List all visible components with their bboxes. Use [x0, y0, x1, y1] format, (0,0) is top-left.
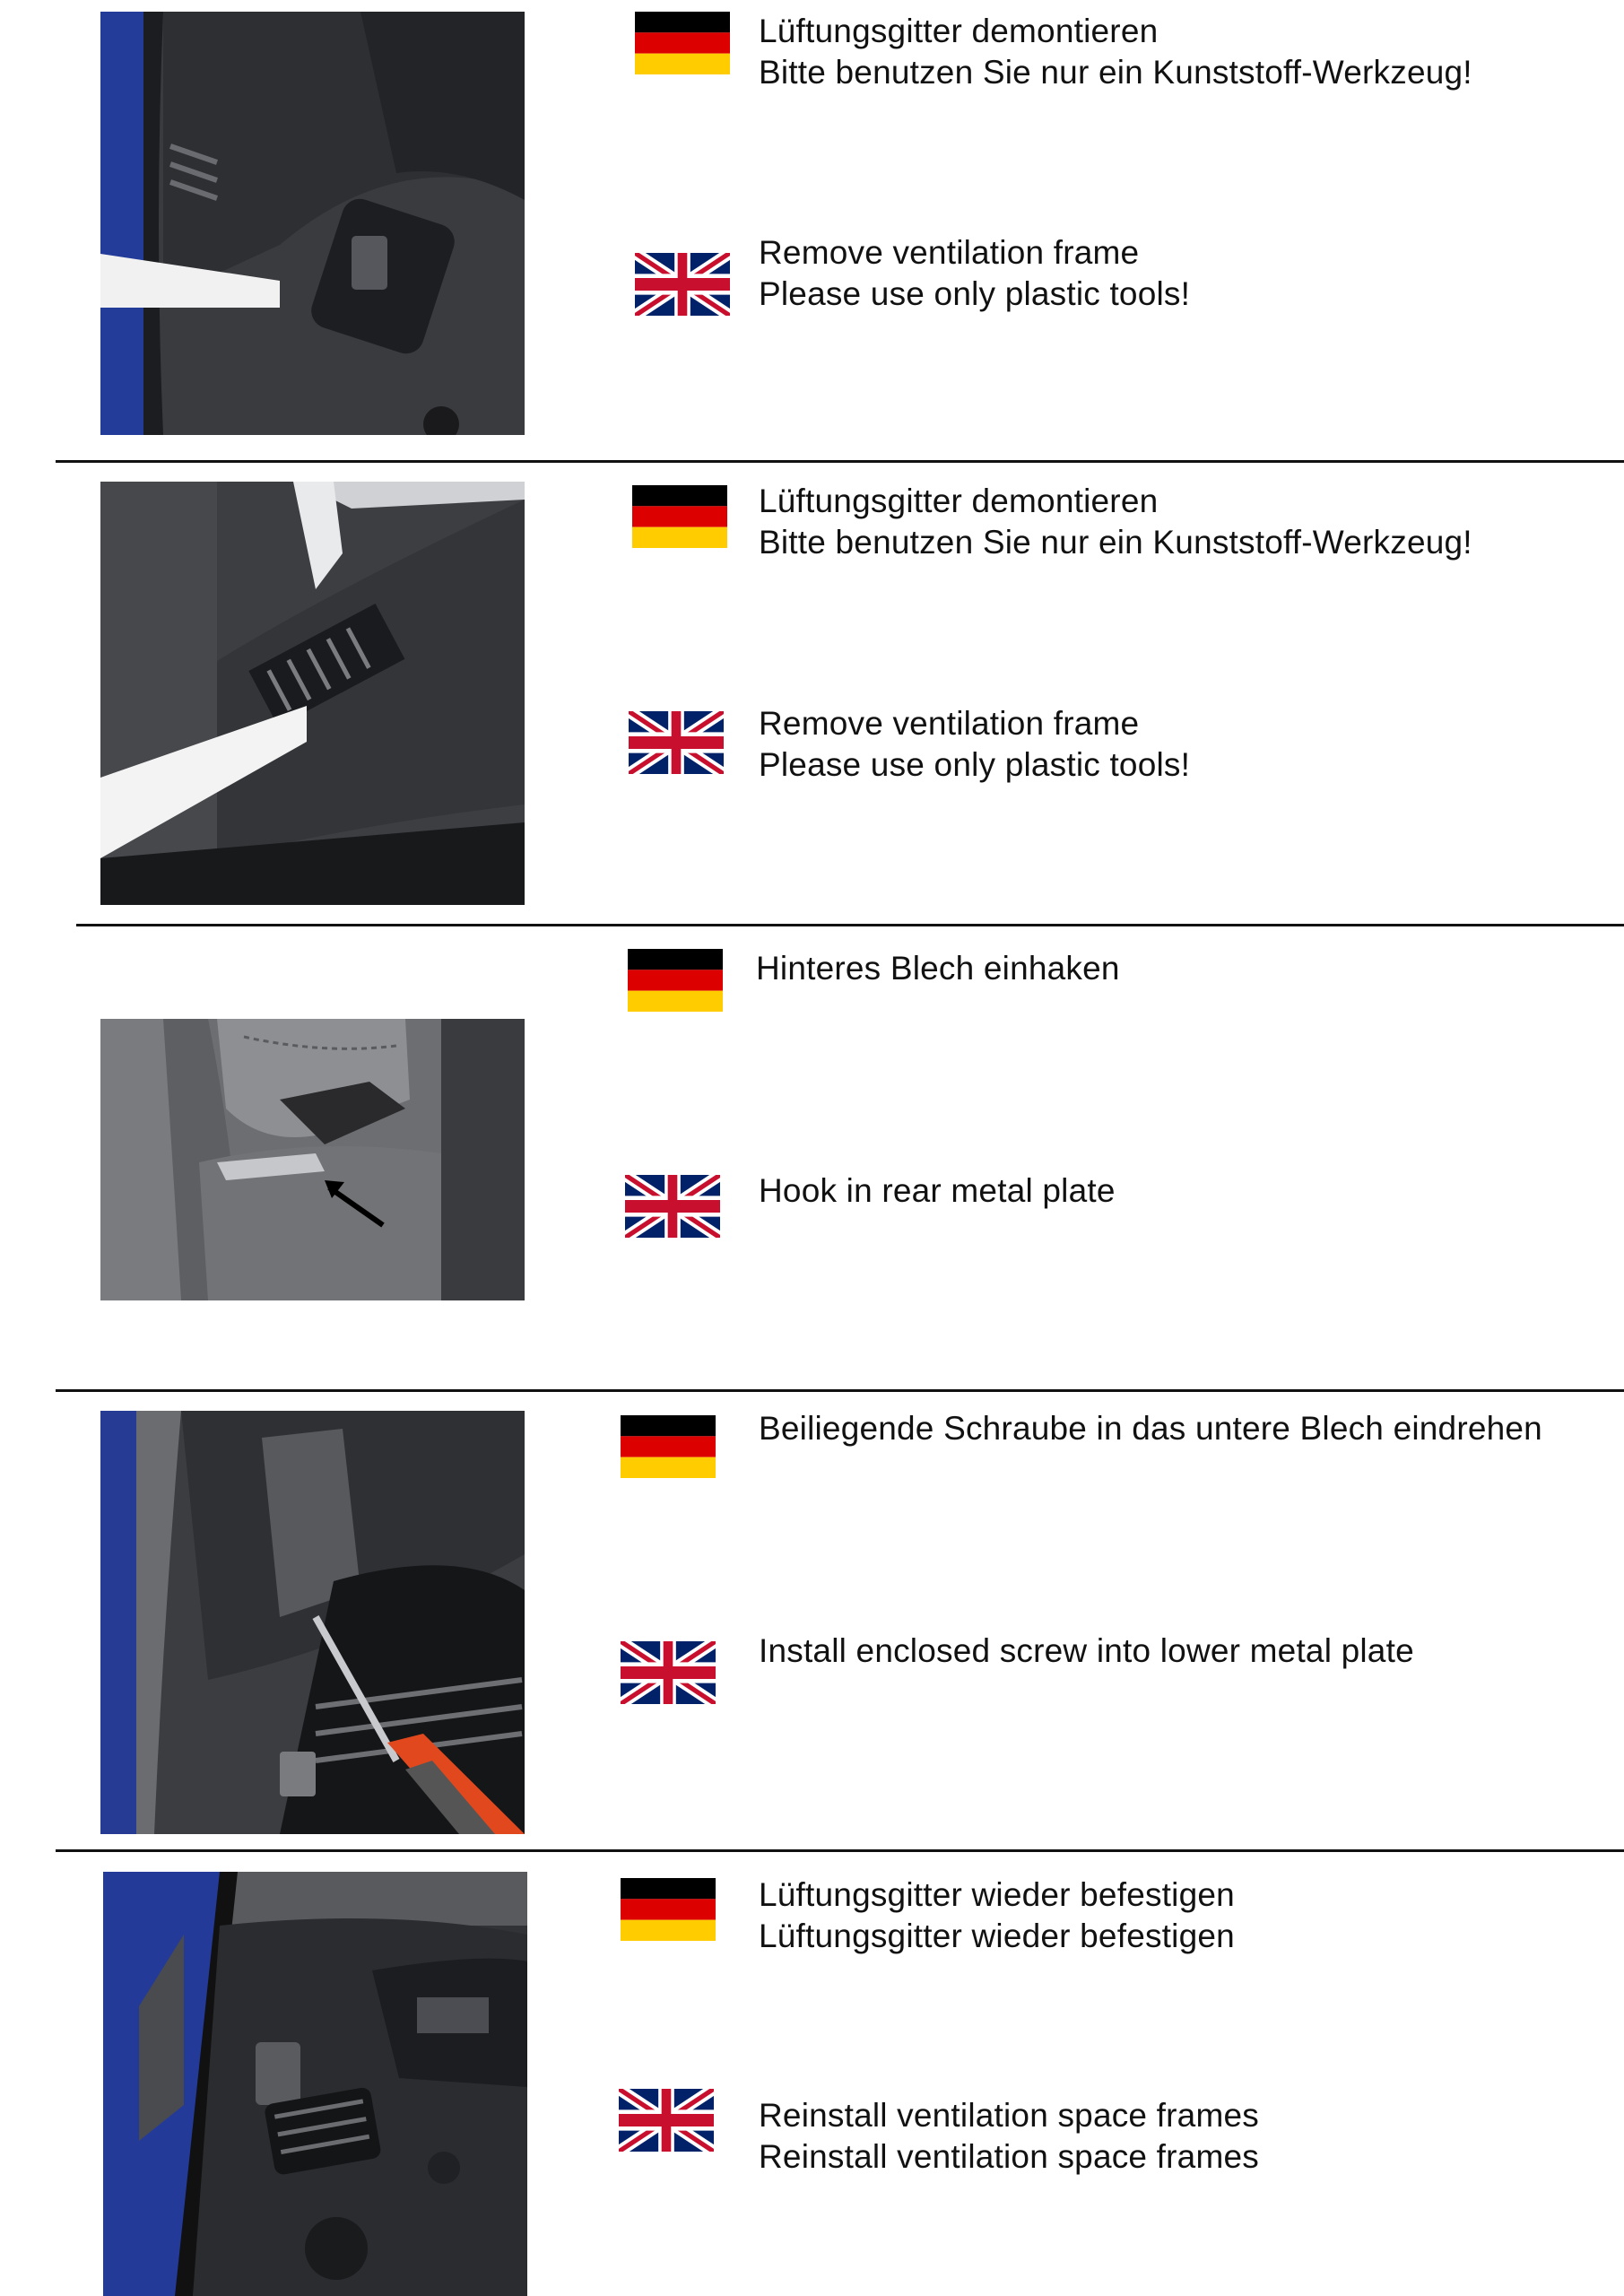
step-3-photo: [100, 1019, 525, 1300]
text-line: Lüftungsgitter demontieren: [759, 13, 1159, 49]
german-flag-icon: [621, 1415, 716, 1478]
step-5-photo: [103, 1872, 527, 2296]
step-4-photo: [100, 1411, 525, 1834]
step-2-en-text: [759, 703, 1190, 786]
text-line: Reinstall ventilation space frames: [759, 2097, 1259, 2134]
section-divider: [56, 1389, 1624, 1392]
step-1-de-text: [759, 11, 1472, 93]
text-line: Lüftungsgitter wieder befestigen: [759, 1876, 1235, 1913]
step-4-de-text: [759, 1408, 1542, 1449]
text-line: Please use only plastic tools!: [759, 746, 1191, 783]
text-line: Install enclosed screw into lower metal plate: [759, 1632, 1414, 1669]
union-jack-flag-icon: [619, 2089, 714, 2152]
text-line: Bitte benutzen Sie nur ein Kunststoff-Werkzeug!: [759, 524, 1472, 561]
german-flag-icon: [621, 1878, 716, 1941]
union-jack-flag-icon: [621, 1641, 716, 1704]
text-line: Remove ventilation frame: [759, 705, 1140, 742]
step-4-en-text: [759, 1631, 1414, 1672]
text-line: Remove ventilation frame: [759, 234, 1140, 271]
german-flag-icon: [635, 12, 730, 74]
step-1-photo: [100, 12, 525, 435]
text-line: Hinteres Blech einhaken: [756, 950, 1120, 987]
step-1-en-text: [759, 232, 1190, 315]
union-jack-flag-icon: [629, 711, 724, 774]
step-2-de-text: [759, 481, 1472, 563]
german-flag-icon: [628, 949, 723, 1012]
text-line: Beiliegende Schraube in das untere Blech eindrehen: [759, 1410, 1542, 1447]
step-3-de-text: [756, 948, 1120, 989]
step-5-de-text: [759, 1874, 1235, 1957]
step-5-en-text: [759, 2095, 1259, 2178]
text-line: Reinstall ventilation space frames: [759, 2138, 1259, 2175]
text-line: Lüftungsgitter demontieren: [759, 483, 1159, 519]
step-2-photo: [100, 482, 525, 905]
text-line: Please use only plastic tools!: [759, 275, 1191, 312]
section-divider: [56, 460, 1624, 463]
section-divider: [56, 1849, 1624, 1852]
text-line: Hook in rear metal plate: [759, 1172, 1116, 1209]
text-line: Bitte benutzen Sie nur ein Kunststoff-Werkzeug!: [759, 54, 1472, 91]
german-flag-icon: [632, 485, 727, 548]
section-divider: [76, 924, 1624, 926]
text-line: Lüftungsgitter wieder befestigen: [759, 1918, 1235, 1954]
union-jack-flag-icon: [625, 1175, 720, 1238]
union-jack-flag-icon: [635, 253, 730, 316]
step-3-en-text: [759, 1170, 1116, 1212]
